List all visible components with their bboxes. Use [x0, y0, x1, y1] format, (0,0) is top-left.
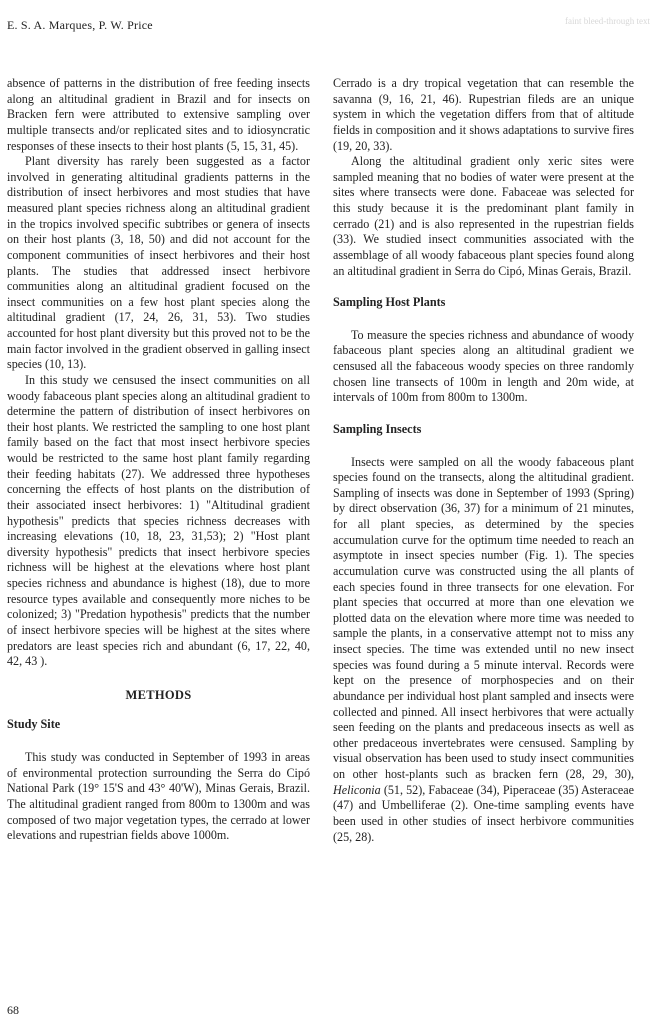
paragraph-text: Insects were sampled on all the woody fabaceous plant species found on the transects, along the altitudinal gradient. Sampling of insects was done in September of 1993 (Spring) by direct observation (36, 37) for a minimum of 21 minutes, for all plant species, as determined by the species accumulation curve for the optimum time needed to reach an asymptote in insect species number (Fig. 1). The species accumulation curve was constructed using the all plants of each species found in three transects for one elevation. For plant species that occurred at more than one elevation we plotted data on the elevation where more time was needed to sample the plants, in a conservative attempt not to miss any insect species. The time was extended until no new insect species was found during a 5 minute interval. Records were kept on the presence of morphospecies and on their abundance per individual host plant sampled and insects were collected and pinned. All insect herbivores that were actually seen feeding on the plants and predaceous insects as well as other predaceous invertebrates were censused. Sampling by visual observation has been used to study insect communities on other host-plants such as bracken fern (28, 29, 30),: [333, 454, 634, 781]
genus-name: Heliconia: [333, 782, 381, 797]
running-head: E. S. A. Marques, P. W. Price: [7, 18, 153, 32]
paragraph: This study was conducted in September of 1993 in areas of environmental protection surrounding the Serra do Cipó National Park (19° 15'S and 43° 40'W), Minas Gerais, Brazil. The altitudinal gradient ranged from 800m to 1300m and was composed of two major vegetation types, the cerrado at lower elevations and rupestrian fields above 1000m.: [7, 750, 310, 843]
paragraph: [333, 455, 634, 846]
paragraph: To measure the species richness and abundance of woody fabaceous plant species along an altitudinal gradient we censused all the fabaceous woody species on three randomly chosen line transects of 100m in length and 20m wide, at intervals of 100m from 800m to 1300m.: [333, 327, 634, 405]
subsection-heading-sampling-host-plants: Sampling Host Plants: [333, 295, 446, 310]
right-column: [333, 76, 634, 845]
spacer: [333, 279, 634, 295]
paragraph: Along the altitudinal gradient only xeric sites were sampled meaning that no bodies of water were present at the sites where transects were done. Fabaceae was selected for this study because it is the predominant plant family in cerrado (21) and is also represented in the rupestrian fields (33). We studied insect communities associated with the assemblage of all woody fabaceous plant species found along an altitudinal gradient in Serra do Cipó, Minas Gerais, Brazil.: [333, 154, 634, 278]
paragraph: absence of patterns in the distribution of free feeding insects along an altitudinal gradient in Brazil and for insects on Bracken fern were attributed to extensive sampling over multiple transects and/or replicated sites and to idiosyncratic responses of these insects to their host plants (5, 15, 31, 45).: [7, 76, 310, 153]
page-number: 68: [7, 1003, 19, 1017]
subsection-heading-study-site: Study Site: [7, 717, 61, 732]
paragraph: Plant diversity has rarely been suggested as a factor involved in generating altitudinal gradients patterns in the distribution of insect herbivores and most studies that have measured plant species richness along an altitudinal gradient in the tropics involved specific subtribes or genera of insects on their host plants (3, 18, 50) and did not account for the component communities of insect herbivores and their host plants. The studies that addressed insect herbivore communities along an altitudinal gradient focused on the insect communities on a few host plant species along the altitudinal gradient (17, 24, 26, 31, 53). Two studies accounted for host plant diversity but this proved not to be the main factor involved in the gradient observed in galling insect species (10, 13).: [7, 154, 310, 372]
spacer: [333, 406, 634, 422]
section-heading-methods: METHODS: [125, 687, 192, 702]
bleed-through-text: faint bleed-through text: [565, 16, 650, 26]
paragraph-text: (51, 52), Fabaceae (34), Piperaceae (35) Asteraceae (47) and Umbelliferae (2). One-time sampling events have been used in other studies of insect herbivore communities (25, 28).: [333, 782, 634, 844]
subsection-heading-sampling-insects: Sampling Insects: [333, 421, 422, 436]
paragraph: In this study we censused the insect communities on all woody fabaceous plant species along an altitudinal gradient to determine the pattern of distribution of insect herbivores on their host plants. We restricted the sampling to one host plant family based on the fact that most insect herbivore species would be restricted to the same host plant family regarding their feeding habitats (27). We addressed three hypotheses concerning the effects of host plants on the distribution of their associated insect herbivores: 1) "Altitudinal gradient hypothesis" predicts that species richness decreases with increasing elevations (10, 18, 23, 31,53); 2) "Host plant diversity hypothesis" predicts that insect herbivore species richness will be highest at the elevations where host plant species richness and abundance is highest (18), due to more resource types available and consequently more niches to be colonized; 3) "Predation hypothesis" predicts that the number of insect herbivore species will be highest at the sites where predators are least species rich and abundant (6, 17, 22, 40, 42, 43 ).: [7, 372, 310, 669]
left-column: [7, 76, 310, 844]
paragraph: Cerrado is a dry tropical vegetation that can resemble the savanna (9, 16, 21, 46). Rupestrian fileds are an unique system in which the vegetation differs from that of altitude fields in composition and it shows adaptations to survive fires (19, 20, 33).: [333, 76, 634, 153]
